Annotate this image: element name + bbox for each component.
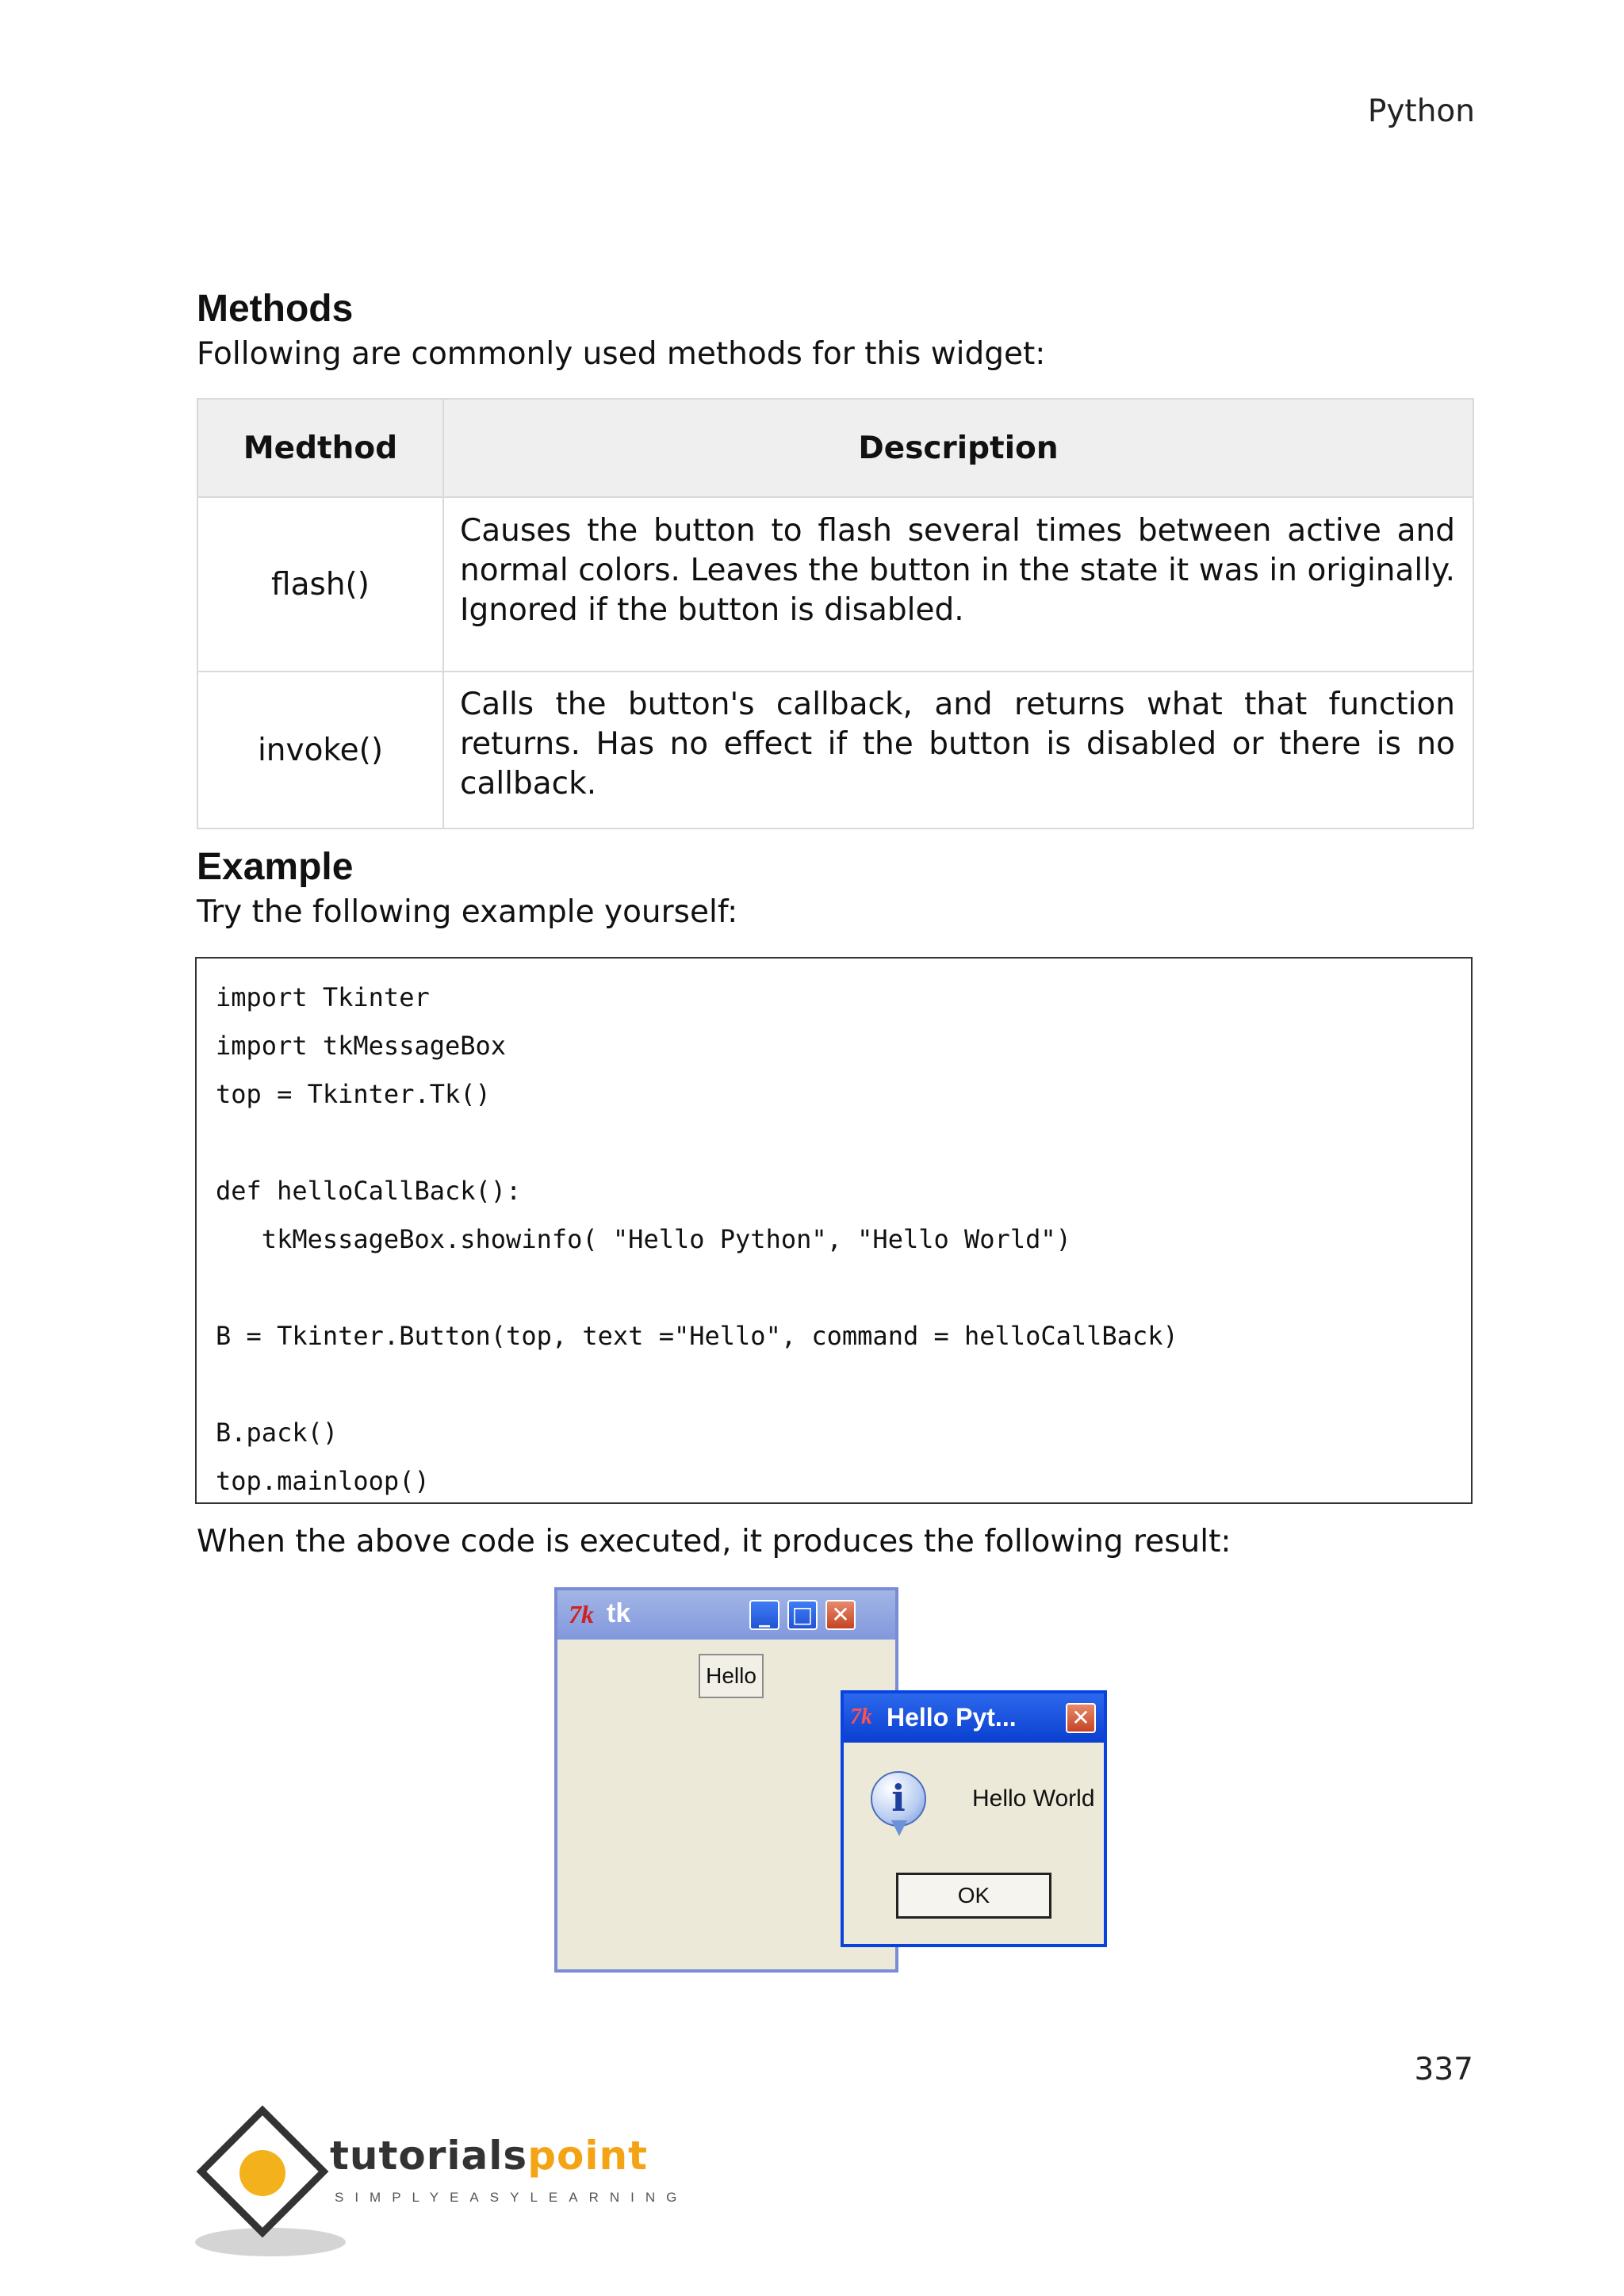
- ok-button[interactable]: OK: [896, 1873, 1051, 1919]
- header-description: Description: [443, 399, 1473, 497]
- close-button[interactable]: ✕: [1066, 1703, 1096, 1733]
- logo-word-b: point: [527, 2133, 648, 2179]
- methods-intro: Following are commonly used methods for this widget:: [197, 336, 1046, 372]
- logo-word-a: tutorials: [330, 2133, 528, 2179]
- message-box-title: Hello Pyt...: [887, 1703, 1017, 1732]
- code-line: B.pack(): [216, 1418, 339, 1448]
- info-icon: i: [871, 1771, 926, 1827]
- header-method: Medthod: [197, 399, 443, 497]
- logo-wordmark: [330, 2133, 648, 2179]
- code-line: top.mainloop(): [216, 1466, 430, 1496]
- code-line: [216, 1119, 1452, 1167]
- result-screenshot: [547, 1582, 1109, 1974]
- code-line: import Tkinter: [216, 982, 430, 1012]
- message-box: [841, 1690, 1107, 1947]
- method-description: Calls the button's callback, and returns what that function returns. Has no effect if the button is disabled or there is no callback.: [443, 672, 1473, 828]
- code-line: top = Tkinter.Tk(): [216, 1079, 491, 1109]
- table-row: [197, 672, 1473, 828]
- hello-button[interactable]: Hello: [699, 1654, 764, 1698]
- logo-tagline: SIMPLYEASYLEARNING: [335, 2190, 688, 2205]
- tutorialspoint-logo: [195, 2109, 687, 2267]
- code-line: import tkMessageBox: [216, 1031, 507, 1061]
- running-head: Python: [1367, 94, 1475, 129]
- methods-table: [197, 398, 1474, 829]
- methods-heading: Methods: [197, 288, 354, 330]
- maximize-button[interactable]: □: [787, 1600, 818, 1630]
- tk-logo-icon: 7k: [850, 1705, 872, 1729]
- code-line: [216, 1264, 1452, 1312]
- info-icon-tail: [891, 1820, 907, 1836]
- method-description: Causes the button to flash several times between active and normal colors. Leaves the button in the state it was in originally. Ignored if the button is disabled.: [443, 497, 1473, 672]
- code-line: [216, 1360, 1452, 1409]
- message-box-titlebar[interactable]: [844, 1693, 1104, 1743]
- close-button[interactable]: ✕: [825, 1600, 856, 1630]
- table-header-row: [197, 399, 1473, 497]
- logo-figure-icon: [239, 2150, 285, 2196]
- code-line: B = Tkinter.Button(top, text ="Hello", command = helloCallBack): [216, 1321, 1178, 1351]
- tk-logo-icon: 7k: [569, 1600, 594, 1628]
- code-line: def helloCallBack():: [216, 1176, 522, 1206]
- example-heading: Example: [197, 846, 354, 888]
- message-text: Hello World: [972, 1785, 1095, 1812]
- tk-window-title: tk: [607, 1598, 631, 1628]
- minimize-button[interactable]: _: [749, 1600, 779, 1630]
- code-block: [195, 957, 1473, 1504]
- tk-titlebar[interactable]: [557, 1590, 895, 1640]
- page-number: 337: [1414, 2052, 1473, 2087]
- example-intro: Try the following example yourself:: [197, 894, 738, 930]
- table-row: [197, 497, 1473, 672]
- logo-shadow: [195, 2228, 346, 2256]
- result-intro: When the above code is executed, it produces the following result:: [197, 1524, 1231, 1559]
- code-line: tkMessageBox.showinfo( "Hello Python", "Hello World"): [216, 1224, 1071, 1254]
- method-name: invoke(): [197, 672, 443, 828]
- method-name: flash(): [197, 497, 443, 672]
